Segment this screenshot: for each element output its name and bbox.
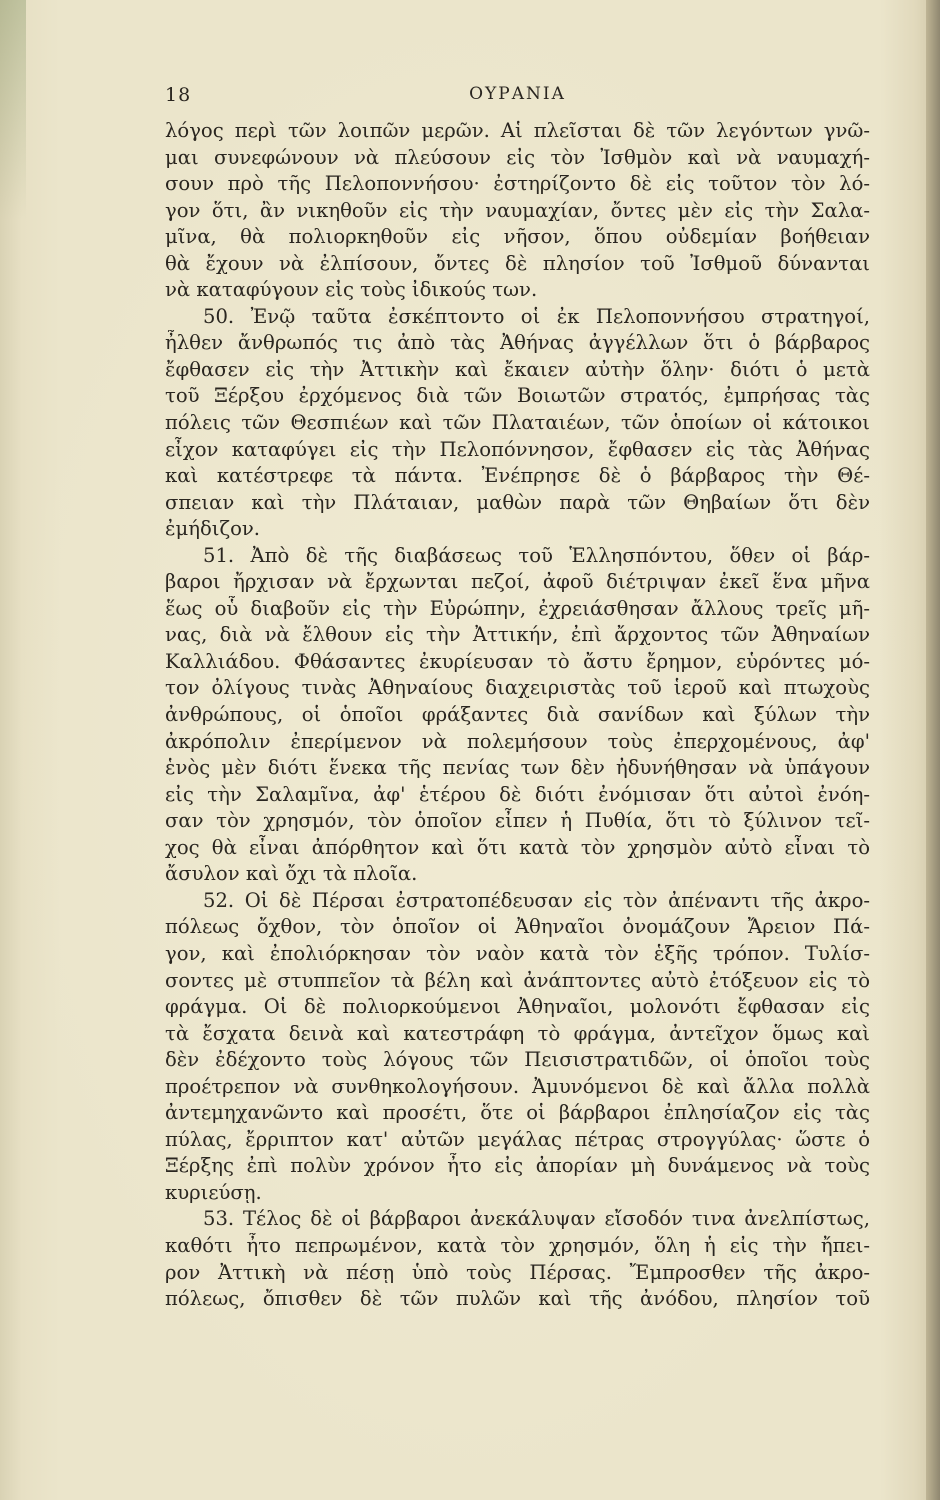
text-line: κυριεύσῃ.: [165, 1180, 262, 1204]
text-line: φράγμα. Οἱ δὲ πολιορκούμενοι Ἀθηναῖοι, μολονότι ἔφθασαν εἰς: [165, 995, 870, 1019]
text-line: ἀκρόπολιν ἐπερίμενον νὰ πολεμήσουν τοὺς ἐπερχομένους, ἀφ': [165, 729, 870, 753]
text-line: νὰ καταφύγουν εἰς τοὺς ἰδικούς των.: [165, 278, 538, 302]
text-line: Ξέρξης ἐπὶ πολὺν χρόνον ἦτο εἰς ἀπορίαν μὴ δυνάμενος νὰ τοὺς: [165, 1154, 870, 1178]
text-line: 52. Οἱ δὲ Πέρσαι ἐστρατοπέδευσαν εἰς τὸν ἀπέναντι τῆς ἀκρο-: [203, 888, 870, 912]
text-line: ρον Ἀττικὴ νὰ πέσῃ ὑπὸ τοὺς Πέρσας. Ἔμπροσθεν τῆς ἀκρο-: [165, 1260, 870, 1284]
text-line: 50. Ἐνῷ ταῦτα ἐσκέπτοντο οἱ ἐκ Πελοποννήσου στρατηγοί,: [203, 304, 870, 328]
text-line: 53. Τέλος δὲ οἱ βάρβαροι ἀνεκάλυψαν εἴσοδόν τινα ἀνελπίστως,: [203, 1207, 870, 1231]
text-line: εἰς τὴν Σαλαμῖνα, ἀφ' ἑτέρου δὲ διότι ἐνόμισαν ὅτι αὐτοὶ ἐνόη-: [165, 782, 870, 806]
text-line: ἦλθεν ἄνθρωπός τις ἀπὸ τὰς Ἀθήνας ἀγγέλλων ὅτι ὁ βάρβαρος: [165, 331, 870, 355]
text-line: γον ὅτι, ἂν νικηθοῦν εἰς τὴν ναυμαχίαν, ὄντες μὲν εἰς τὴν Σαλα-: [165, 198, 870, 222]
running-head: ΟΥΡΑΝΙΑ: [469, 84, 566, 104]
text-line: πόλεως ὄχθον, τὸν ὁποῖον οἱ Ἀθηναῖοι ὀνομάζουν Ἄρειον Πά-: [165, 915, 870, 939]
text-line: ἑνὸς μὲν διότι ἕνεκα τῆς πενίας των δὲν ἠδυνήθησαν νὰ ὑπάγουν: [165, 756, 870, 780]
text-line: Καλλιάδου. Φθάσαντες ἐκυρίευσαν τὸ ἄστυ ἔρημον, εὑρόντες μό-: [165, 649, 870, 673]
text-line: εἶχον καταφύγει εἰς τὴν Πελοπόννησον, ἔφθασεν εἰς τὰς Ἀθήνας: [165, 437, 870, 461]
text-line: λόγος περὶ τῶν λοιπῶν μερῶν. Αἱ πλεῖσται δὲ τῶν λεγόντων γνῶ-: [165, 119, 870, 142]
text-line: πόλεως, ὄπισθεν δὲ τῶν πυλῶν καὶ τῆς ἀνόδου, πλησίον τοῦ: [165, 1287, 870, 1311]
text-line: ἕως οὗ διαβοῦν εἰς τὴν Εὐρώπην, ἐχρειάσθησαν ἄλλους τρεῖς μῆ-: [165, 596, 870, 620]
text-line: προέτρεπον νὰ συνθηκολογήσουν. Ἀμυνόμενοι δὲ καὶ ἄλλα πολλὰ: [165, 1074, 870, 1098]
page-stain: [0, 0, 26, 220]
text-line: βαροι ἤρχισαν νὰ ἔρχωνται πεζοί, ἀφοῦ διέτριψαν ἐκεῖ ἕνα μῆνα: [165, 570, 870, 594]
text-line: νας, διὰ νὰ ἔλθουν εἰς τὴν Ἀττικήν, ἐπὶ ἄρχοντος τῶν Ἀθηναίων: [165, 623, 870, 647]
text-line: δὲν ἐδέχοντο τοὺς λόγους τῶν Πεισιστρατιδῶν, οἱ ὁποῖοι τοὺς: [165, 1048, 870, 1072]
text-line: τοῦ Ξέρξου ἐρχόμενος διὰ τῶν Βοιωτῶν στρατός, ἐμπρήσας τὰς: [165, 384, 870, 408]
text-line: καὶ κατέστρεφε τὰ πάντα. Ἐνέπρησε δὲ ὁ βάρβαρος τὴν Θέ-: [165, 464, 870, 488]
text-line: σοντες μὲ στυππεῖον τὰ βέλη καὶ ἀνάπτοντες αὐτὸ ἐτόξευον εἰς τὸ: [165, 968, 870, 992]
text-line: χος θὰ εἶναι ἀπόρθητον καὶ ὅτι κατὰ τὸν χρησμὸν αὐτὸ εἶναι τὸ: [165, 835, 870, 859]
page-edge: [926, 0, 940, 1500]
text-line: σουν πρὸ τῆς Πελοποννήσου· ἐστηρίζοντο δὲ εἰς τοῦτον τὸν λό-: [165, 172, 870, 196]
text-line: ἀντεμηχανῶντο καὶ προσέτι, ὅτε οἱ βάρβαροι ἐπλησίαζον εἰς τὰς: [165, 1101, 870, 1125]
body-text: [165, 118, 870, 1313]
text-line: πύλας, ἔρριπτον κατ' αὐτῶν μεγάλας πέτρας στρογγύλας· ὥστε ὁ: [165, 1127, 870, 1151]
text-line: ἐμήδιζον.: [165, 517, 261, 541]
text-line: ἔφθασεν εἰς τὴν Ἀττικὴν καὶ ἔκαιεν αὐτὴν ὅλην· διότι ὁ μετὰ: [165, 357, 870, 381]
text-line: ἄσυλον καὶ ὄχι τὰ πλοῖα.: [165, 862, 418, 886]
text-line: τὰ ἔσχατα δεινὰ καὶ κατεστράφη τὸ φράγμα, ἀντεῖχον ὅμως καὶ: [165, 1021, 870, 1045]
text-line: ἀνθρώπους, οἱ ὁποῖοι φράξαντες διὰ σανίδων καὶ ξύλων τὴν: [165, 703, 870, 727]
text-line: μαι συνεφώνουν νὰ πλεύσουν εἰς τὸν Ἰσθμὸν καὶ νὰ ναυμαχή-: [165, 145, 870, 169]
text-line: 51. Ἀπὸ δὲ τῆς διαβάσεως τοῦ Ἑλλησπόντου, ὅθεν οἱ βάρ-: [203, 543, 870, 567]
text-line: γον, καὶ ἐπολιόρκησαν τὸν ναὸν κατὰ τὸν ἑξῆς τρόπον. Τυλίσ-: [165, 941, 870, 965]
page-header: [165, 84, 870, 114]
text-line: θὰ ἔχουν νὰ ἐλπίσουν, ὄντες δὲ πλησίον τοῦ Ἰσθμοῦ δύνανται: [165, 251, 870, 275]
text-line: τον ὀλίγους τινὰς Ἀθηναίους διαχειριστὰς τοῦ ἱεροῦ καὶ πτωχοὺς: [165, 676, 870, 700]
text-line: σαν τὸν χρησμόν, τὸν ὁποῖον εἶπεν ἡ Πυθία, ὅτι τὸ ξύλινον τεῖ-: [165, 809, 870, 833]
text-line: πόλεις τῶν Θεσπιέων καὶ τῶν Πλαταιέων, τῶν ὁποίων οἱ κάτοικοι: [165, 411, 870, 435]
text-line: καθότι ἦτο πεπρωμένον, κατὰ τὸν χρησμόν, ὅλη ἡ εἰς τὴν ἤπει-: [165, 1233, 870, 1257]
text-line: μῖνα, θὰ πολιορκηθοῦν εἰς νῆσον, ὅπου οὐδεμίαν βοήθειαν: [165, 225, 870, 249]
page-number: 18: [165, 84, 192, 106]
text-line: σπειαν καὶ τὴν Πλάταιαν, μαθὼν παρὰ τῶν Θηβαίων ὅτι δὲν: [165, 490, 870, 514]
